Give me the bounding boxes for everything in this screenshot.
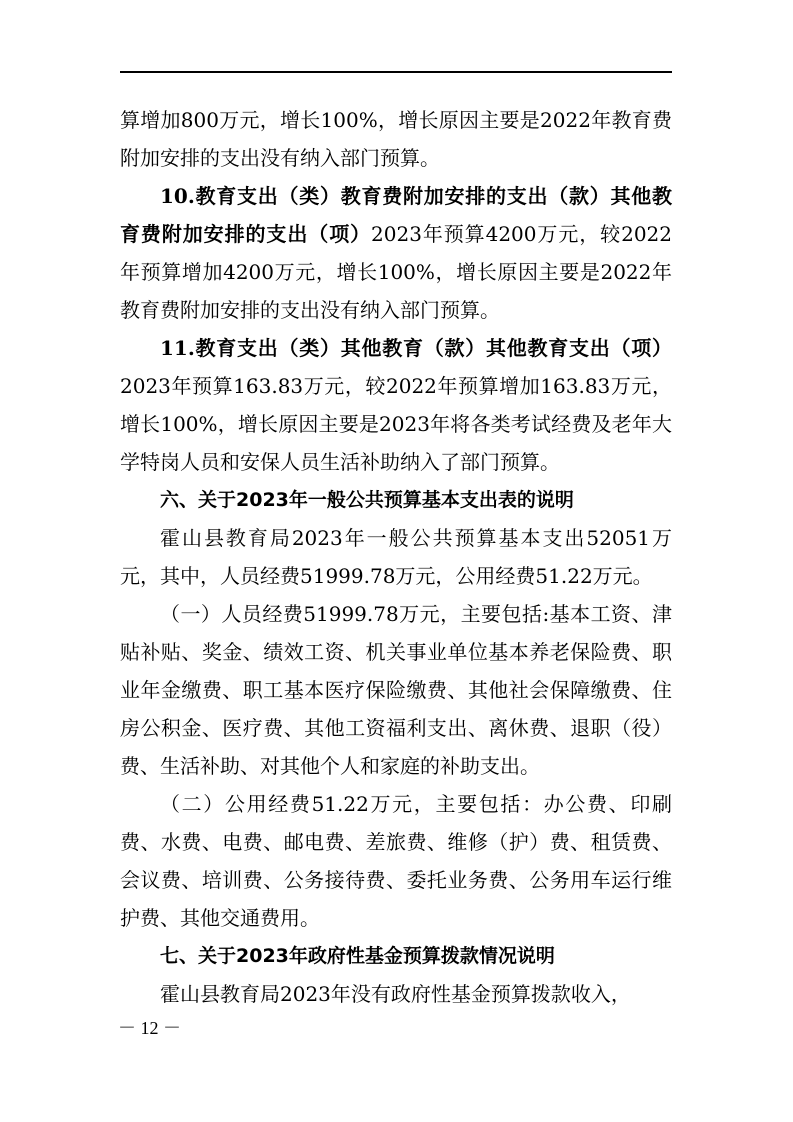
item-11-text: 2023年预算163.83万元，较2022年预算增加163.83万元，增长100%，增长原因主要是2023年将各类考试经费及老年大学特岗人员和安保人员生活补助纳入了部门预算。 — [120, 374, 672, 474]
section-6-paragraph-2: （一）人员经费51999.78万元，主要包括:基本工资、津贴补贴、奖金、绩效工资、机关事业单位基本养老保险费、职业年金缴费、职工基本医疗保险缴费、其他社会保障缴费、住房公积金、医疗费、其他工资福利支出、离休费、退职（役）费、生活补助、对其他个人和家庭的补助支出。 — [120, 602, 672, 778]
section-6-paragraph-3: （二）公用经费51.22万元，主要包括：办公费、印刷费、水费、电费、邮电费、差旅费、维修（护）费、租赁费、会议费、培训费、公务接待费、委托业务费、公务用车运行维护费、其他交通费用。 — [120, 792, 672, 930]
section-7-paragraph-1: 霍山县教育局2023年没有政府性基金预算拨款收入， — [160, 982, 631, 1006]
section-6-heading: 六、关于2023年一般公共预算基本支出表的说明 — [160, 489, 574, 511]
paragraph-item-11 — [120, 329, 672, 481]
item-10-heading: 10.教育支出（类）教育费附加安排的支出（款）其他教育费附加安排的支出（项） — [120, 184, 672, 246]
section-6-paragraph-1: 霍山县教育局2023年一般公共预算基本支出52051万元，其中，人员经费51999.78万元，公用经费51.22万元。 — [120, 526, 672, 588]
item-11-heading: 11.教育支出（类）其他教育（款）其他教育支出（项） — [160, 336, 672, 360]
page-number: － 12 － — [118, 1018, 181, 1038]
body-text — [120, 101, 672, 1013]
paragraph-item-10 — [120, 177, 672, 329]
header-rule — [120, 71, 672, 73]
item-10-text: 2023年预算4200万元，较2022年预算增加4200万元，增长100%，增长原因主要是2022年教育费附加安排的支出没有纳入部门预算。 — [120, 222, 672, 322]
section-7-heading: 七、关于2023年政府性基金预算拨款情况说明 — [160, 945, 555, 967]
paragraph-continuation: 算增加800万元，增长100%，增长原因主要是2022年教育费附加安排的支出没有纳入部门预算。 — [120, 108, 672, 170]
